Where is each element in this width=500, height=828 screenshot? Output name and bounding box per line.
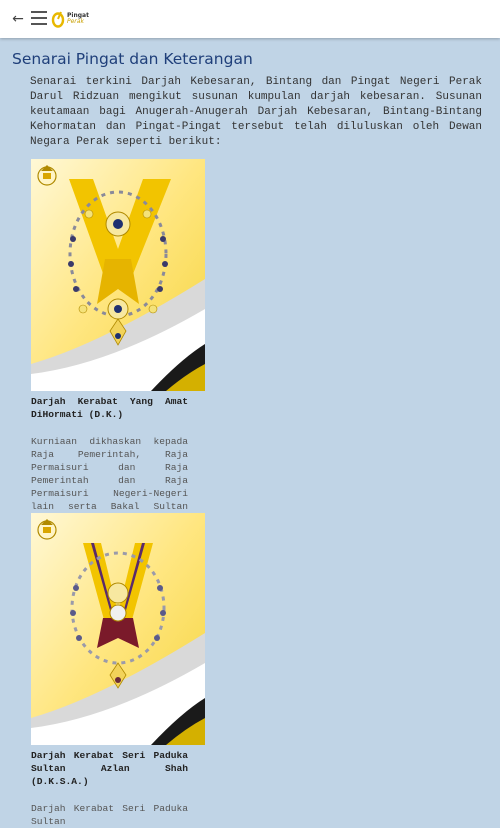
award-name: Darjah Kerabat Seri Paduka Sultan Azlan Shah (D.K.S.A.) bbox=[31, 750, 188, 787]
page-title: Senarai Pingat dan Keterangan bbox=[12, 50, 253, 68]
logo-text: Pingat Perak bbox=[67, 12, 89, 25]
award-image bbox=[31, 513, 205, 745]
award-card[interactable] bbox=[31, 159, 205, 526]
award-description: Kurniaan dikhaskan kepada Raja Pemerintah, Raja Permaisuri dan Raja Pemerintah dan Raja Permaisuri Negeri-Negeri lain serta Bakal Sultan bbox=[31, 436, 188, 512]
award-description: Darjah Kerabat Seri Paduka Sultan bbox=[31, 803, 188, 827]
intro-paragraph: Senarai terkini Darjah Kebesaran, Bintang dan Pingat Negeri Perak Darul Ridzuan mengikut susunan kumpulan darjah kebesaran. Susunan keutamaan bagi Anugerah-Anugerah Darjah Kebesaran, Bintang-Bintang Kehormatan dan Pingat-Pingat tersebut telah diluluskan oleh Dewan Negara Perak seperti berikut: bbox=[30, 76, 482, 148]
award-name: Darjah Kerabat Yang Amat DiHormati (D.K.) bbox=[31, 396, 188, 420]
app-logo[interactable] bbox=[50, 9, 89, 29]
logo-mark-icon bbox=[50, 10, 66, 28]
award-card[interactable] bbox=[31, 513, 205, 828]
back-arrow-icon[interactable]: ← bbox=[12, 11, 24, 27]
app-header bbox=[0, 0, 500, 38]
hamburger-menu-icon[interactable] bbox=[31, 11, 47, 25]
award-image bbox=[31, 159, 205, 391]
